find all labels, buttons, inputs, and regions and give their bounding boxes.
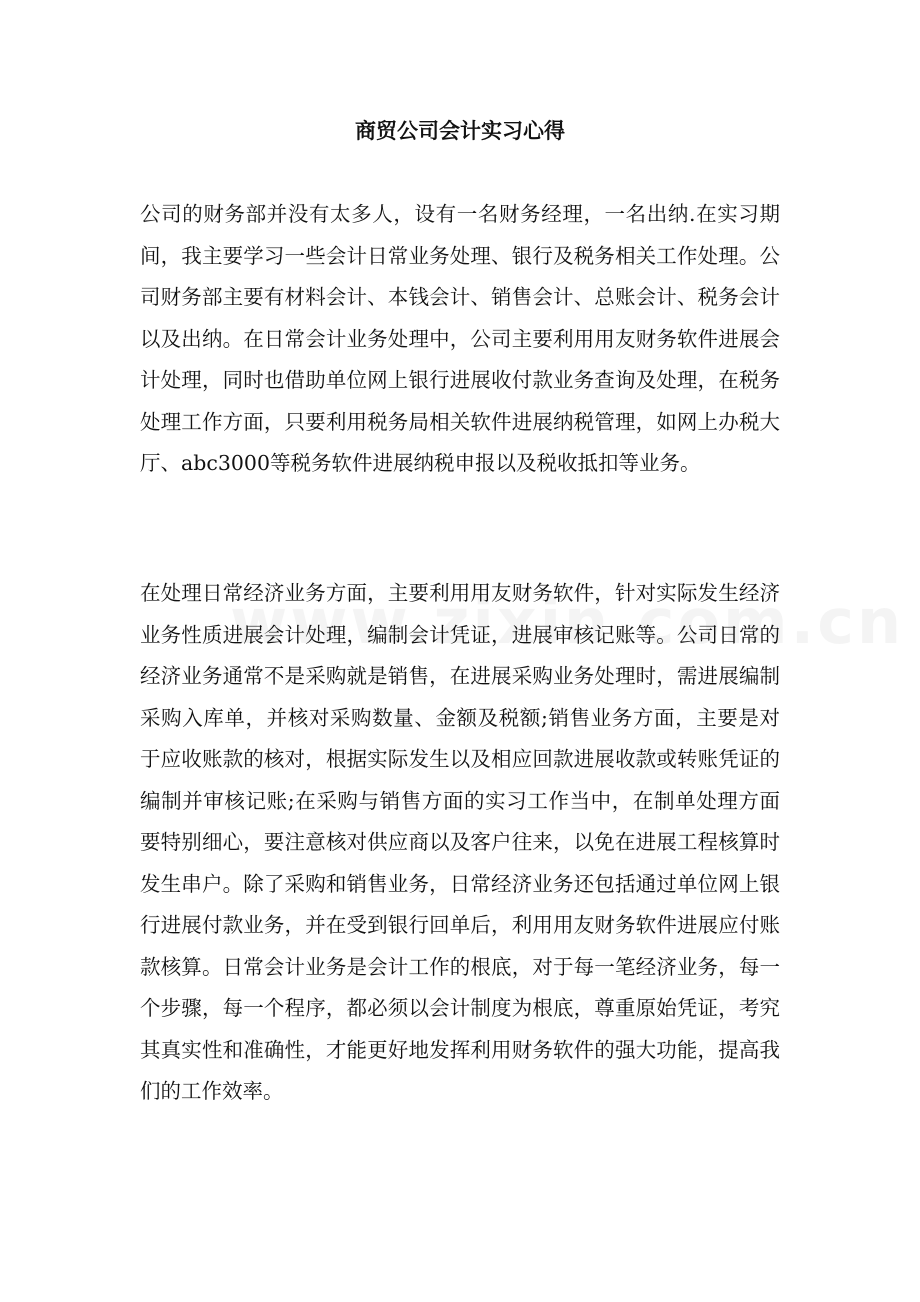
- paragraph-2: 在处理日常经济业务方面，主要利用用友财务软件，针对实际发生经济业务性质进展会计处理，编制会计凭证，进展审核记账等。公司日常的经济业务通常不是采购就是销售，在进展采购业务处理时，需进展编制采购入库单，并核对采购数量、金额及税额;销售业务方面，主要是对于应收账款的核对，根据实际发生以及相应回款进展收款或转账凭证的编制并审核记账;在采购与销售方面的实习工作当中，在制单处理方面要特别细心，要注意核对供应商以及客户往来，以免在进展工程核算时发生串户。除了采购和销售业务，日常经济业务还包括通过单位网上银行进展付款业务，并在受到银行回单后，利用用友财务软件进展应付账款核算。日常会计业务是会计工作的根底，对于每一笔经济业务，每一个步骤，每一个程序，都必须以会计制度为根底，尊重原始凭证，考究其真实性和准确性，才能更好地发挥利用财务软件的强大功能，提高我们的工作效率。: [140, 581, 780, 1103]
- document-title: 商贸公司会计实习心得: [355, 118, 565, 143]
- paragraph-1: 公司的财务部并没有太多人，设有一名财务经理，一名出纳.在实习期间，我主要学习一些会计日常业务处理、银行及税务相关工作处理。公司财务部主要有材料会计、本钱会计、销售会计、总账会计、税务会计以及出纳。在日常会计业务处理中，公司主要利用用友财务软件进展会计处理，同时也借助单位网上银行进展收付款业务查询及处理，在税务处理工作方面，只要利用税务局相关软件进展纳税管理，如网上办税大厅、abc3000等税务软件进展纳税申报以及税收抵扣等业务。: [140, 202, 780, 475]
